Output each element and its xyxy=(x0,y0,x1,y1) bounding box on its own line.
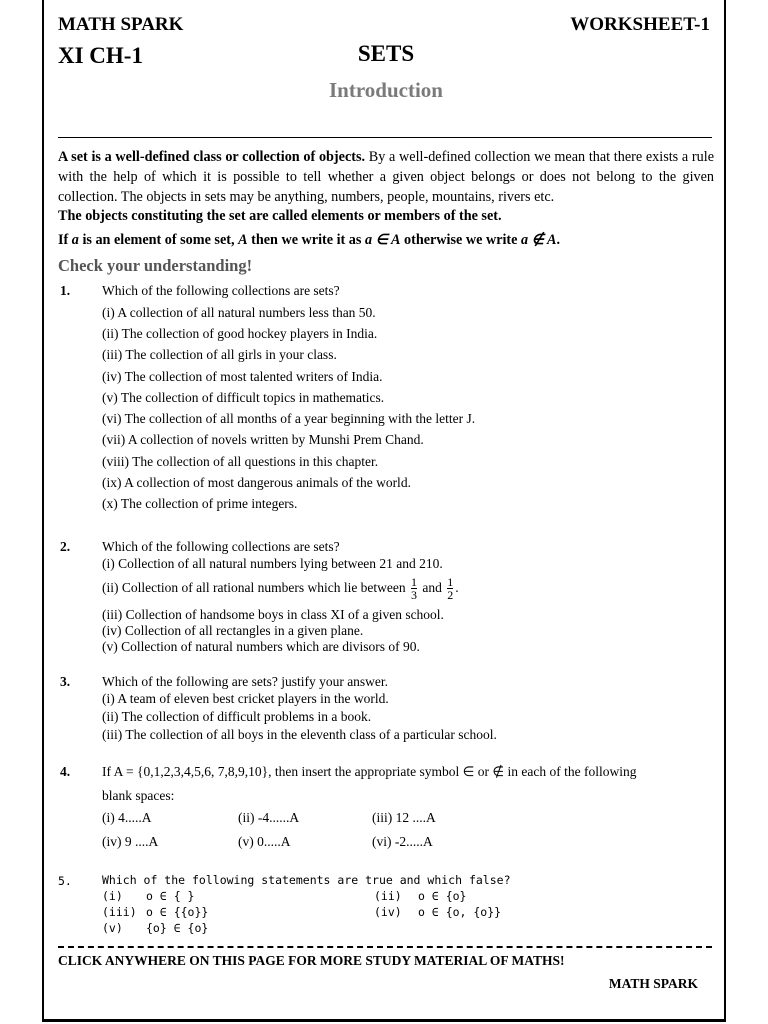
question-text: Which of the following collections are sets? xyxy=(102,283,340,298)
page-subtitle: Introduction xyxy=(329,78,443,102)
list-item: (iii) Collection of handsome boys in class XI of a given school. xyxy=(102,607,444,622)
notation-part: then we write it as xyxy=(247,232,365,248)
item-text: . xyxy=(455,580,459,595)
question-text-continued: blank spaces: xyxy=(102,788,175,803)
list-item: (ii) The collection of difficult problems in a book. xyxy=(102,709,372,724)
notation-expr: a ∉ A xyxy=(521,232,557,248)
notation-part: If xyxy=(58,232,72,248)
list-item: (iii) The collection of all girls in your class. xyxy=(102,347,337,362)
notation-expr: a ∈ A xyxy=(364,232,401,248)
notation-var: a xyxy=(71,232,79,248)
statement-label: (ii) xyxy=(374,889,402,903)
item-text: (ii) Collection of all rational numbers which lie between xyxy=(102,580,406,595)
worksheet-page[interactable] xyxy=(42,0,726,1022)
question-number: 4. xyxy=(60,764,71,779)
item-text: and xyxy=(422,580,442,595)
blank-item: (iv) 9 ....A xyxy=(102,834,159,849)
statement-expr: o ∈ { } xyxy=(146,889,195,903)
statement-expr: o ∈ {{o}} xyxy=(146,905,209,919)
blank-item: (vi) -2.....A xyxy=(372,834,433,849)
list-item: (v) The collection of difficult topics in mathematics. xyxy=(102,390,385,405)
fraction-numerator: 1 xyxy=(411,575,418,590)
elements-statement: The objects constituting the set are called elements or members of the set. xyxy=(58,208,502,224)
blank-item: (v) 0.....A xyxy=(238,834,291,849)
question-text: Which of the following statements are true and which false? xyxy=(102,873,511,887)
question-text: If A = {0,1,2,3,4,5,6, 7,8,9,10}, then insert the appropriate symbol ∈ or ∉ in each of the following xyxy=(102,764,637,779)
notation-statement xyxy=(58,232,560,249)
blank-item: (ii) -4......A xyxy=(238,810,300,825)
question-number: 1. xyxy=(60,283,71,298)
statement-label: (iv) xyxy=(374,905,402,919)
notation-part: otherwise we write xyxy=(400,232,521,248)
definition-bold: A set is a well-defined class or collection of objects. xyxy=(58,149,366,165)
statement-expr: o ∈ {o, {o}} xyxy=(418,905,502,919)
footer-brand: MATH SPARK xyxy=(608,976,698,991)
worksheet-label: WORKSHEET-1 xyxy=(570,14,710,35)
fraction xyxy=(447,576,453,601)
statement-label: (iii) xyxy=(102,905,137,919)
blank-item: (iii) 12 ....A xyxy=(372,810,436,825)
definition-paragraph xyxy=(58,147,714,207)
list-item: (vi) The collection of all months of a year beginning with the letter J. xyxy=(102,411,476,426)
notation-part: is an element of some set, xyxy=(78,232,239,248)
list-item-with-fractions xyxy=(102,572,459,604)
list-item: (x) The collection of prime integers. xyxy=(102,496,298,511)
statement-label: (v) xyxy=(102,921,123,935)
list-item: (ii) The collection of good hockey players in India. xyxy=(102,326,378,341)
list-item: (i) Collection of all natural numbers lying between 21 and 210. xyxy=(102,556,443,571)
definition-rest: By a well-defined collection we mean that there exists a rule with the help of which it is possible to tell whether a given object belongs or does not belong to the given collection. The objects in sets may be anything, numbers, people, mountains, rivers etc. xyxy=(58,149,714,205)
header-rule xyxy=(58,137,712,138)
chapter-label: XI CH-1 xyxy=(58,43,143,68)
statement-label: (i) xyxy=(102,889,123,903)
list-item: (i) A team of eleven best cricket players in the world. xyxy=(102,691,389,706)
list-item: (iv) The collection of most talented writers of India. xyxy=(102,369,383,384)
list-item: (vii) A collection of novels written by Munshi Prem Chand. xyxy=(102,432,424,447)
statement-expr: o ∈ {o} xyxy=(418,889,467,903)
fraction xyxy=(411,576,417,601)
fraction-denominator: 3 xyxy=(411,588,418,603)
check-heading: Check your understanding! xyxy=(58,256,253,275)
page-title: SETS xyxy=(357,41,415,66)
question-text: Which of the following are sets? justify your answer. xyxy=(102,674,389,689)
question-number: 3. xyxy=(60,674,71,689)
blank-item: (i) 4.....A xyxy=(102,810,152,825)
fraction-numerator: 1 xyxy=(447,575,454,590)
list-item: (viii) The collection of all questions in this chapter. xyxy=(102,454,379,469)
brand-name: MATH SPARK xyxy=(58,14,184,35)
list-item: (ix) A collection of most dangerous animals of the world. xyxy=(102,475,411,490)
list-item: (iii) The collection of all boys in the eleventh class of a particular school. xyxy=(102,727,497,742)
list-item: (i) A collection of all natural numbers less than 50. xyxy=(102,305,376,320)
notation-part: . xyxy=(556,232,561,248)
footer-divider xyxy=(58,946,712,948)
statement-expr: {o} ∈ {o} xyxy=(146,921,209,935)
question-number: 5. xyxy=(58,874,72,888)
question-text: Which of the following collections are sets? xyxy=(102,539,340,554)
fraction-denominator: 2 xyxy=(447,588,454,603)
list-item: (v) Collection of natural numbers which are divisors of 90. xyxy=(102,639,420,654)
notation-var: A xyxy=(238,232,248,248)
list-item: (iv) Collection of all rectangles in a given plane. xyxy=(102,623,364,638)
study-material-link[interactable]: CLICK ANYWHERE ON THIS PAGE FOR MORE STUDY MATERIAL OF MATHS! xyxy=(58,953,565,968)
question-number: 2. xyxy=(60,539,71,554)
